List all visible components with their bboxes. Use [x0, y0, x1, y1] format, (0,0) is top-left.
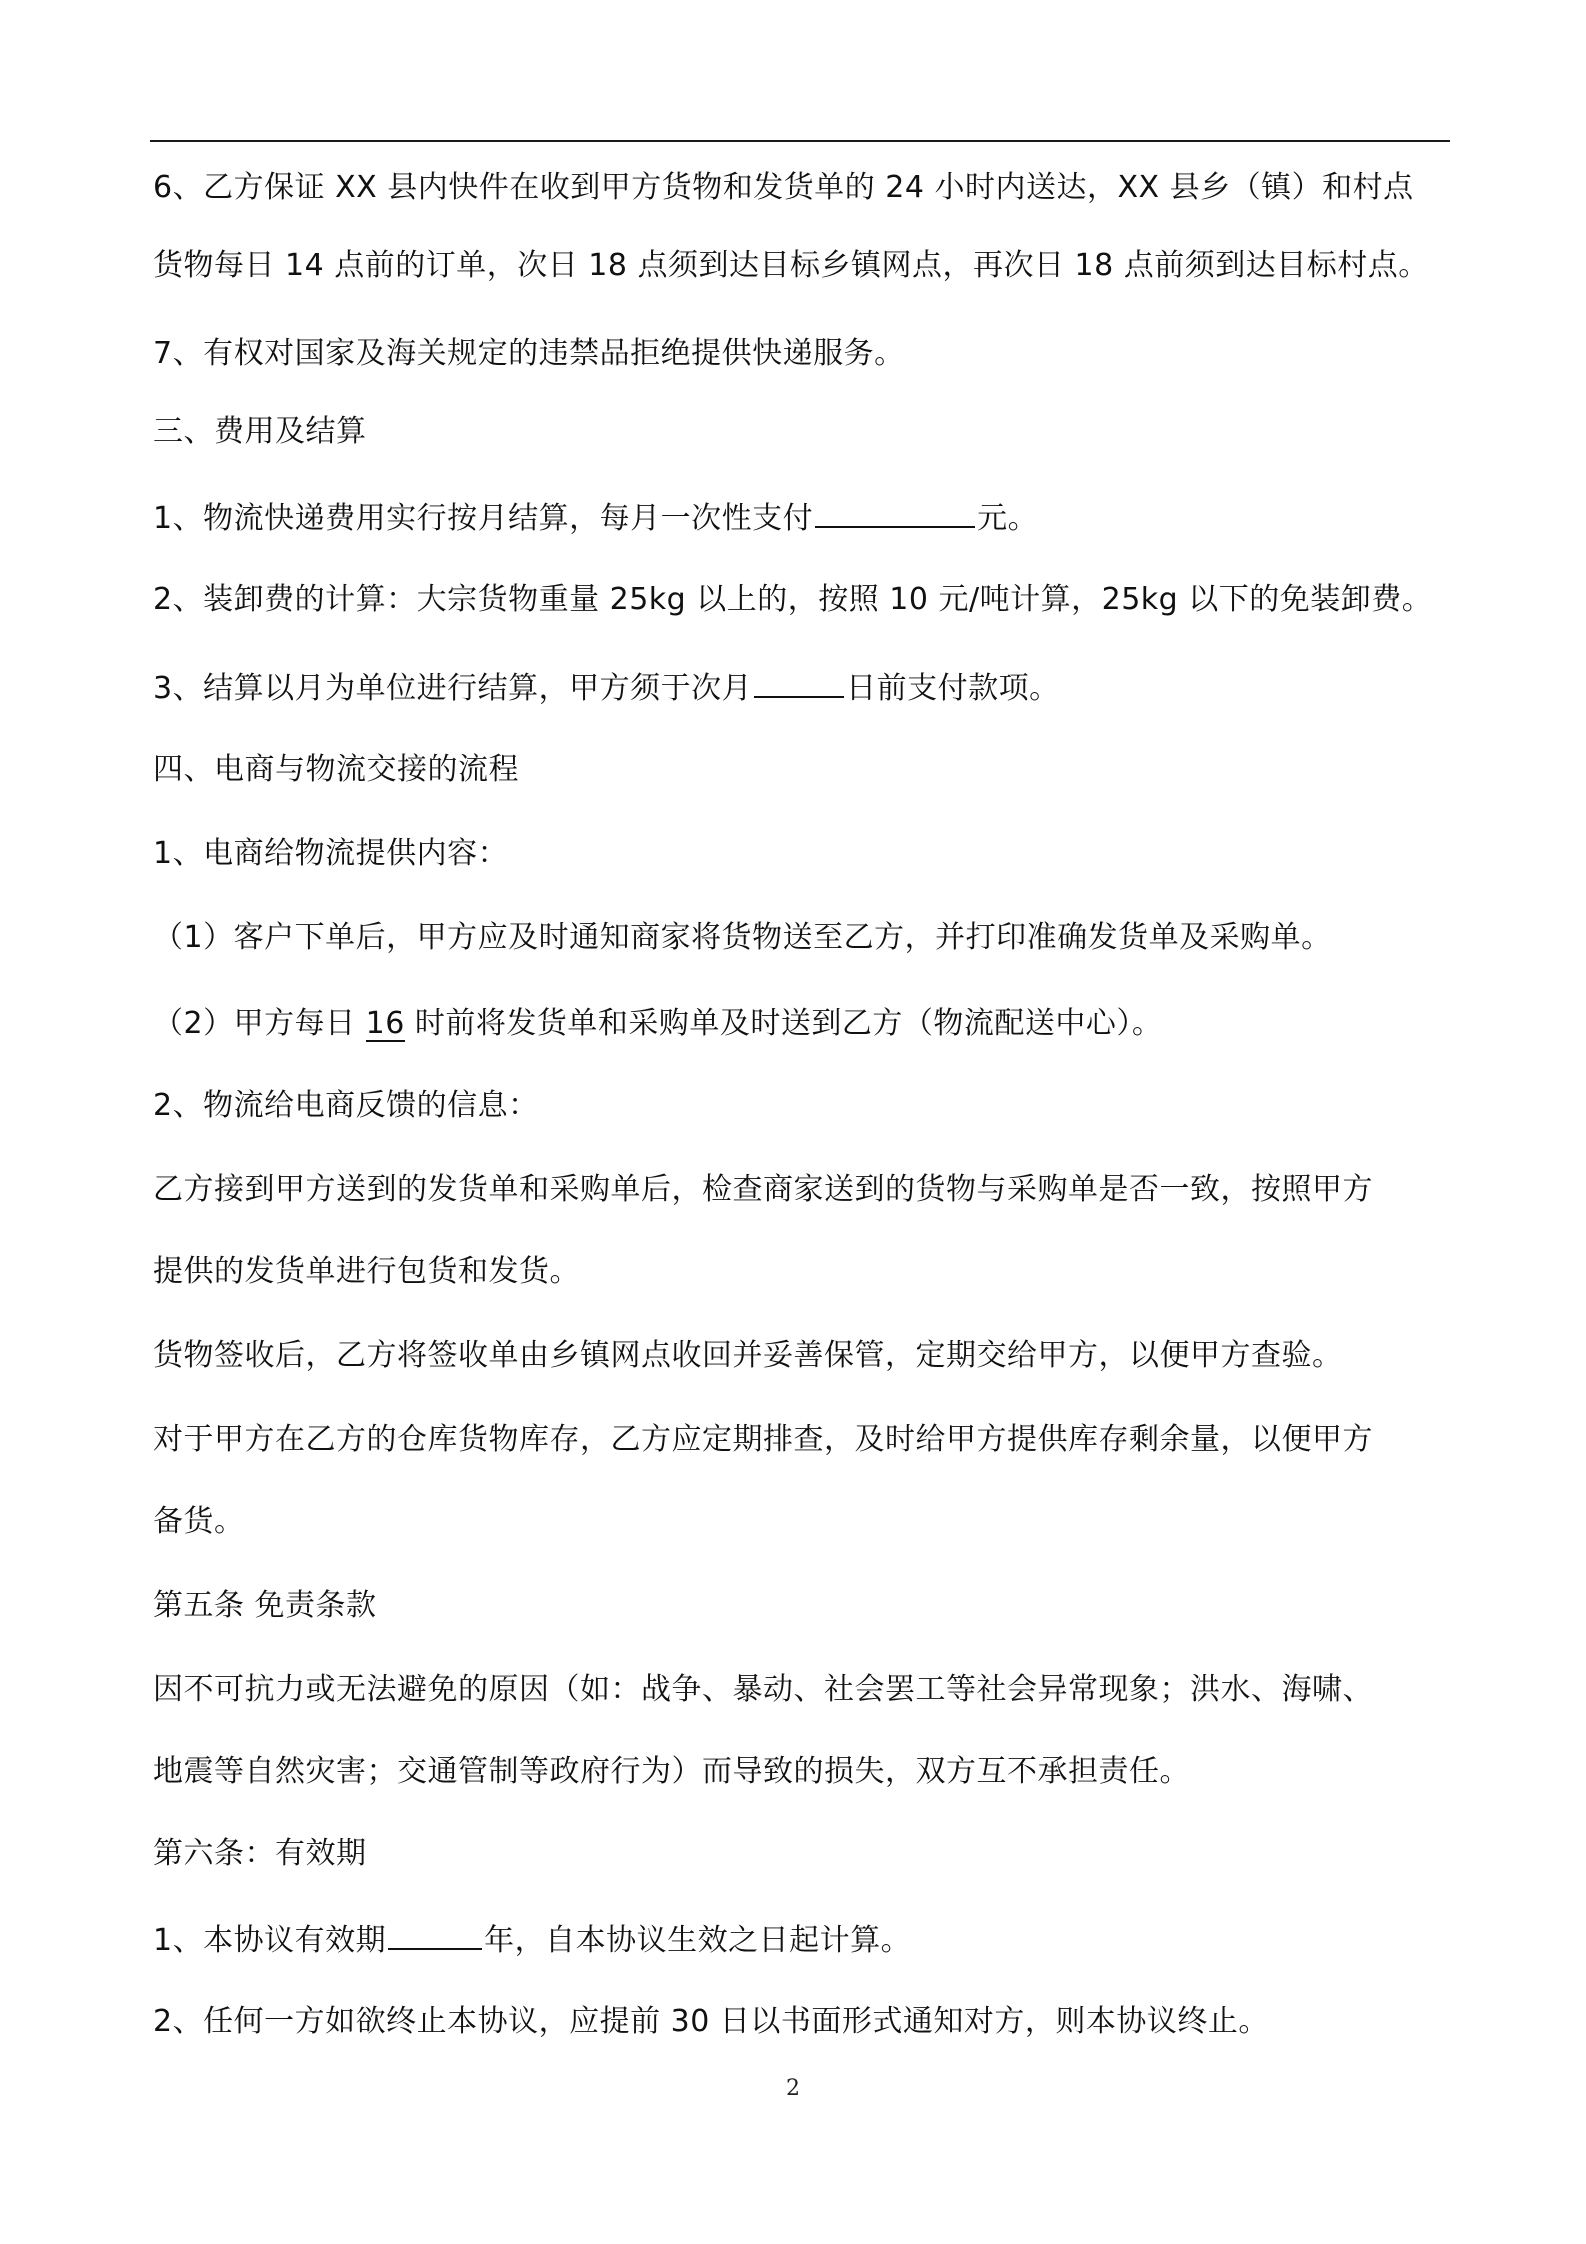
article-5-line-1: 因不可抗力或无法避免的原因（如：战争、暴动、社会罢工等社会异常现象；洪水、海啸、 — [153, 1672, 1373, 1707]
fee-clause-1-text: 1、物流快递费用实行按月结算，每月一次性支付 — [153, 501, 814, 536]
process-item-1-1: （1）客户下单后，甲方应及时通知商家将货物送至乙方，并打印准确发货单及采购单。 — [153, 920, 1332, 955]
term-clause-1-suffix: 年，自本协议生效之日起计算。 — [484, 1923, 912, 1958]
section-3-heading: 三、费用及结算 — [153, 414, 367, 449]
fee-clause-3 — [153, 666, 1060, 709]
section-4-heading: 四、电商与物流交接的流程 — [153, 752, 519, 787]
feedback-line-4: 对于甲方在乙方的仓库货物库存，乙方应定期排查，及时给甲方提供库存剩余量，以便甲方 — [153, 1422, 1373, 1457]
term-clause-2: 2、任何一方如欲终止本协议，应提前 30 日以书面形式通知对方，则本协议终止。 — [153, 2004, 1269, 2039]
fee-clause-3-text: 3、结算以月为单位进行结算，甲方须于次月 — [153, 671, 753, 706]
article-5-line-2: 地震等自然灾害；交通管制等政府行为）而导致的损失，双方互不承担责任。 — [153, 1754, 1190, 1789]
process-item-1: 1、电商给物流提供内容： — [153, 836, 509, 871]
clause-7: 7、有权对国家及海关规定的违禁品拒绝提供快递服务。 — [153, 336, 905, 371]
process-item-1-2-suffix: 时前将发货单和采购单及时送到乙方（物流配送中心）。 — [404, 1006, 1163, 1041]
term-clause-1-text: 1、本协议有效期 — [153, 1923, 387, 1958]
article-5-heading: 第五条 免责条款 — [153, 1588, 377, 1623]
feedback-line-2: 提供的发货单进行包货和发货。 — [153, 1254, 580, 1289]
clause-6-line-2: 货物每日 14 点前的订单，次日 18 点须到达目标乡镇网点，再次日 18 点前须到达目标村点。 — [153, 248, 1429, 283]
underlined-hour: 16 — [365, 1006, 405, 1041]
fee-clause-3-suffix: 日前支付款项。 — [846, 671, 1060, 706]
feedback-line-5: 备货。 — [153, 1504, 245, 1539]
fee-clause-2: 2、装卸费的计算：大宗货物重量 25kg 以上的，按照 10 元/吨计算，25kg 以下的免装卸费。 — [153, 582, 1433, 617]
process-item-1-2 — [153, 1004, 1162, 1044]
page-number: 2 — [786, 2076, 800, 2101]
clause-6-line-1: 6、乙方保证 XX 县内快件在收到甲方货物和发货单的 24 小时内送达，XX 县乡（镇）和村点 — [153, 170, 1414, 205]
process-item-1-2-text: （2）甲方每日 — [153, 1006, 366, 1041]
process-item-2: 2、物流给电商反馈的信息： — [153, 1088, 539, 1123]
feedback-line-1: 乙方接到甲方送到的发货单和采购单后，检查商家送到的货物与采购单是否一致，按照甲方 — [153, 1172, 1373, 1207]
fee-clause-1 — [153, 496, 1038, 539]
date-blank — [754, 666, 844, 698]
fee-clause-1-suffix: 元。 — [977, 501, 1039, 536]
years-blank — [388, 1918, 482, 1950]
header-rule — [150, 140, 1450, 142]
feedback-line-3: 货物签收后，乙方将签收单由乡镇网点收回并妥善保管，定期交给甲方，以便甲方查验。 — [153, 1338, 1343, 1373]
article-6-heading: 第六条：有效期 — [153, 1836, 367, 1871]
amount-blank — [815, 496, 975, 528]
term-clause-1 — [153, 1918, 911, 1961]
